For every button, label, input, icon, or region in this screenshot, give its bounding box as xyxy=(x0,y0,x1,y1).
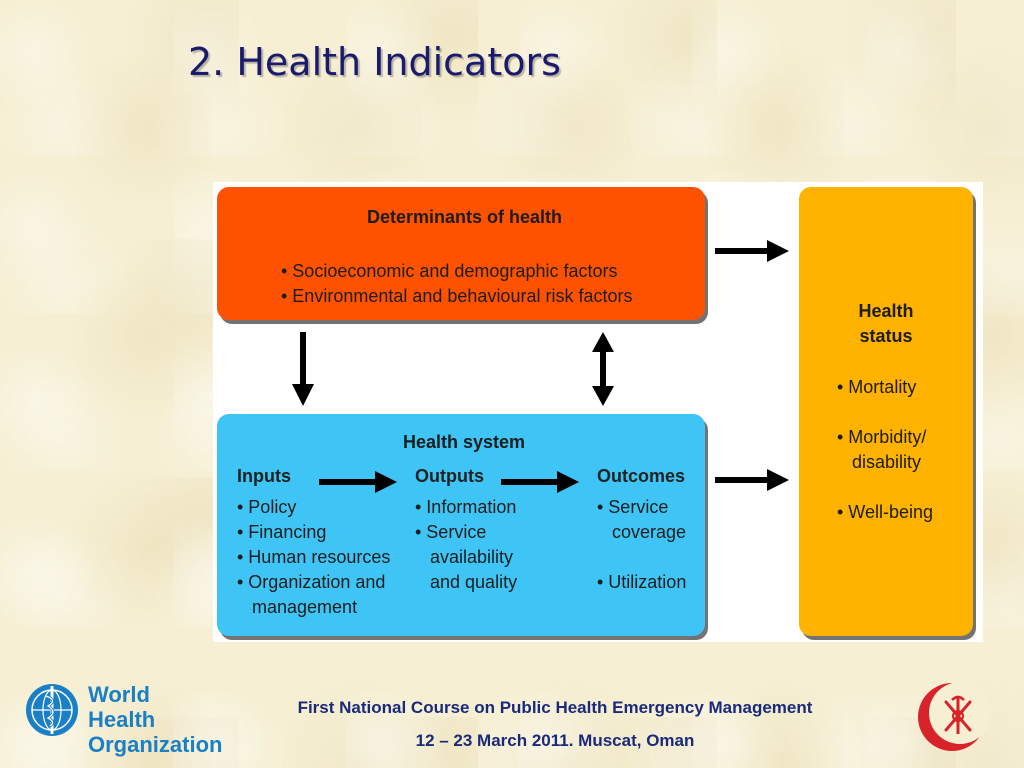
health-status-title-line: Health xyxy=(858,301,914,321)
who-name-line: World Health xyxy=(88,682,156,732)
health-status-box xyxy=(799,187,973,636)
who-logo xyxy=(22,680,223,757)
inputs-title: Inputs xyxy=(237,466,291,486)
health-system-title: Health system xyxy=(403,432,526,452)
health-status-list xyxy=(837,375,933,525)
footer-course-title: First National Course on Public Health Emergency Management xyxy=(297,698,813,717)
outcomes-item: • Service xyxy=(597,497,669,517)
footer-date-location: 12 – 23 March 2011. Muscat, Oman xyxy=(415,731,695,750)
outputs-item: availability xyxy=(415,547,514,567)
who-text xyxy=(88,682,222,757)
outputs-title: Outputs xyxy=(415,466,484,486)
inputs-to-outputs-arrow xyxy=(319,469,397,495)
inputs-item: management xyxy=(237,597,358,617)
health-system-box xyxy=(217,414,705,636)
inputs-item: • Policy xyxy=(237,497,297,517)
health-status-item: • Mortality xyxy=(837,377,917,397)
determinants-item: • Environmental and behavioural risk factors xyxy=(281,286,633,306)
outputs-item: • Information xyxy=(415,497,517,517)
health-status-spacer xyxy=(837,475,933,500)
determinants-list xyxy=(281,259,632,309)
health-status-item: • Well-being xyxy=(837,502,934,522)
health-status-spacer xyxy=(837,400,933,425)
determinants-to-status-arrow xyxy=(715,238,789,264)
determinants-title: Determinants of health xyxy=(367,207,563,227)
outputs-item: • Service xyxy=(415,522,487,542)
outcomes-title: Outcomes xyxy=(597,466,686,486)
health-status-item: disability xyxy=(837,452,922,472)
health-indicators-diagram xyxy=(213,182,983,642)
slide-title: 2. Health Indicators xyxy=(188,40,561,84)
inputs-item: • Financing xyxy=(237,522,327,542)
determinants-box xyxy=(217,187,705,320)
outcomes-column xyxy=(597,466,686,595)
outputs-item: and quality xyxy=(415,572,518,592)
determinants-to-health-system-arrow xyxy=(290,332,316,406)
outputs-to-outcomes-arrow xyxy=(501,469,579,495)
who-name-line: Organization xyxy=(88,732,223,757)
health-system-to-status-arrow xyxy=(715,467,789,493)
determinants-item: • Socioeconomic and demographic factors xyxy=(281,261,618,281)
red-crescent-crest-icon xyxy=(912,680,996,754)
health-status-title-line: status xyxy=(859,326,913,346)
outcomes-spacer xyxy=(597,545,686,570)
outcomes-item: coverage xyxy=(597,522,687,542)
who-emblem-icon xyxy=(22,680,82,742)
health-status-title xyxy=(799,299,973,349)
bidirectional-arrow xyxy=(590,332,616,406)
inputs-item: • Organization and xyxy=(237,572,386,592)
health-status-item: • Morbidity/ xyxy=(837,427,927,447)
inputs-item: • Human resources xyxy=(237,547,391,567)
outcomes-item: • Utilization xyxy=(597,572,687,592)
